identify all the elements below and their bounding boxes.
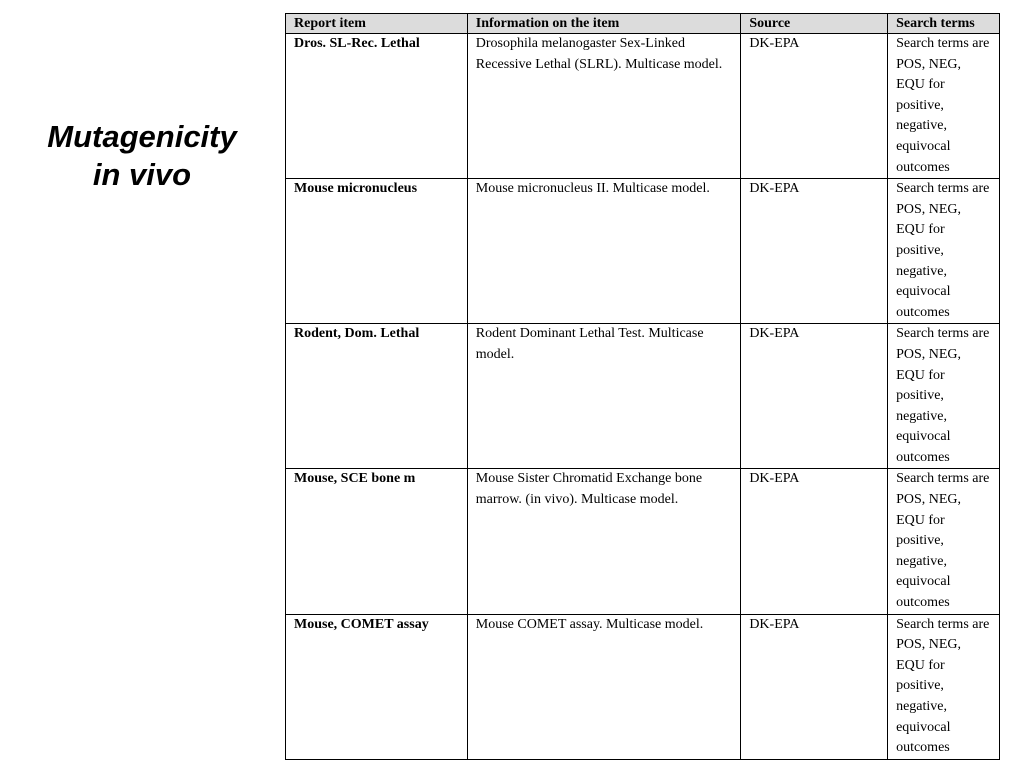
information-cell: Mouse micronucleus II. Multicase model. [467, 179, 741, 324]
source-cell: DK-EPA [741, 179, 888, 324]
table-row [286, 324, 1000, 469]
information-cell: Drosophila melanogaster Sex-Linked Recessive Lethal (SLRL). Multicase model. [467, 34, 741, 179]
source-cell: DK-EPA [741, 614, 888, 759]
source-cell: DK-EPA [741, 324, 888, 469]
search-terms-cell: Search terms are POS, NEG, EQU for positive, negative, equivocal outcomes [888, 614, 1000, 759]
report-item-cell: Mouse, SCE bone m [286, 469, 468, 614]
search-terms-cell: Search terms are POS, NEG, EQU for positive, negative, equivocal outcomes [888, 469, 1000, 614]
information-cell: Mouse COMET assay. Multicase model. [467, 614, 741, 759]
header-search-terms: Search terms [888, 14, 1000, 34]
table-row [286, 469, 1000, 614]
report-item-cell: Rodent, Dom. Lethal [286, 324, 468, 469]
slide-title-line-1: Mutagenicity [47, 119, 237, 154]
report-item-cell: Mouse, COMET assay [286, 614, 468, 759]
header-report-item: Report item [286, 14, 468, 34]
search-terms-cell: Search terms are POS, NEG, EQU for positive, negative, equivocal outcomes [888, 34, 1000, 179]
report-item-cell: Dros. SL-Rec. Lethal [286, 34, 468, 179]
header-source: Source [741, 14, 888, 34]
search-terms-cell: Search terms are POS, NEG, EQU for positive, negative, equivocal outcomes [888, 179, 1000, 324]
slide-title [22, 118, 262, 194]
source-cell: DK-EPA [741, 469, 888, 614]
slide-title-line-2: in vivo [92, 157, 192, 192]
header-information: Information on the item [467, 14, 741, 34]
table-row [286, 179, 1000, 324]
table-row [286, 34, 1000, 179]
report-item-cell: Mouse micronucleus [286, 179, 468, 324]
search-terms-cell: Search terms are POS, NEG, EQU for positive, negative, equivocal outcomes [888, 324, 1000, 469]
source-cell: DK-EPA [741, 34, 888, 179]
table-row [286, 614, 1000, 759]
information-cell: Mouse Sister Chromatid Exchange bone marrow. (in vivo). Multicase model. [467, 469, 741, 614]
report-table [285, 13, 1000, 760]
header-row [286, 14, 1000, 34]
information-cell: Rodent Dominant Lethal Test. Multicase model. [467, 324, 741, 469]
